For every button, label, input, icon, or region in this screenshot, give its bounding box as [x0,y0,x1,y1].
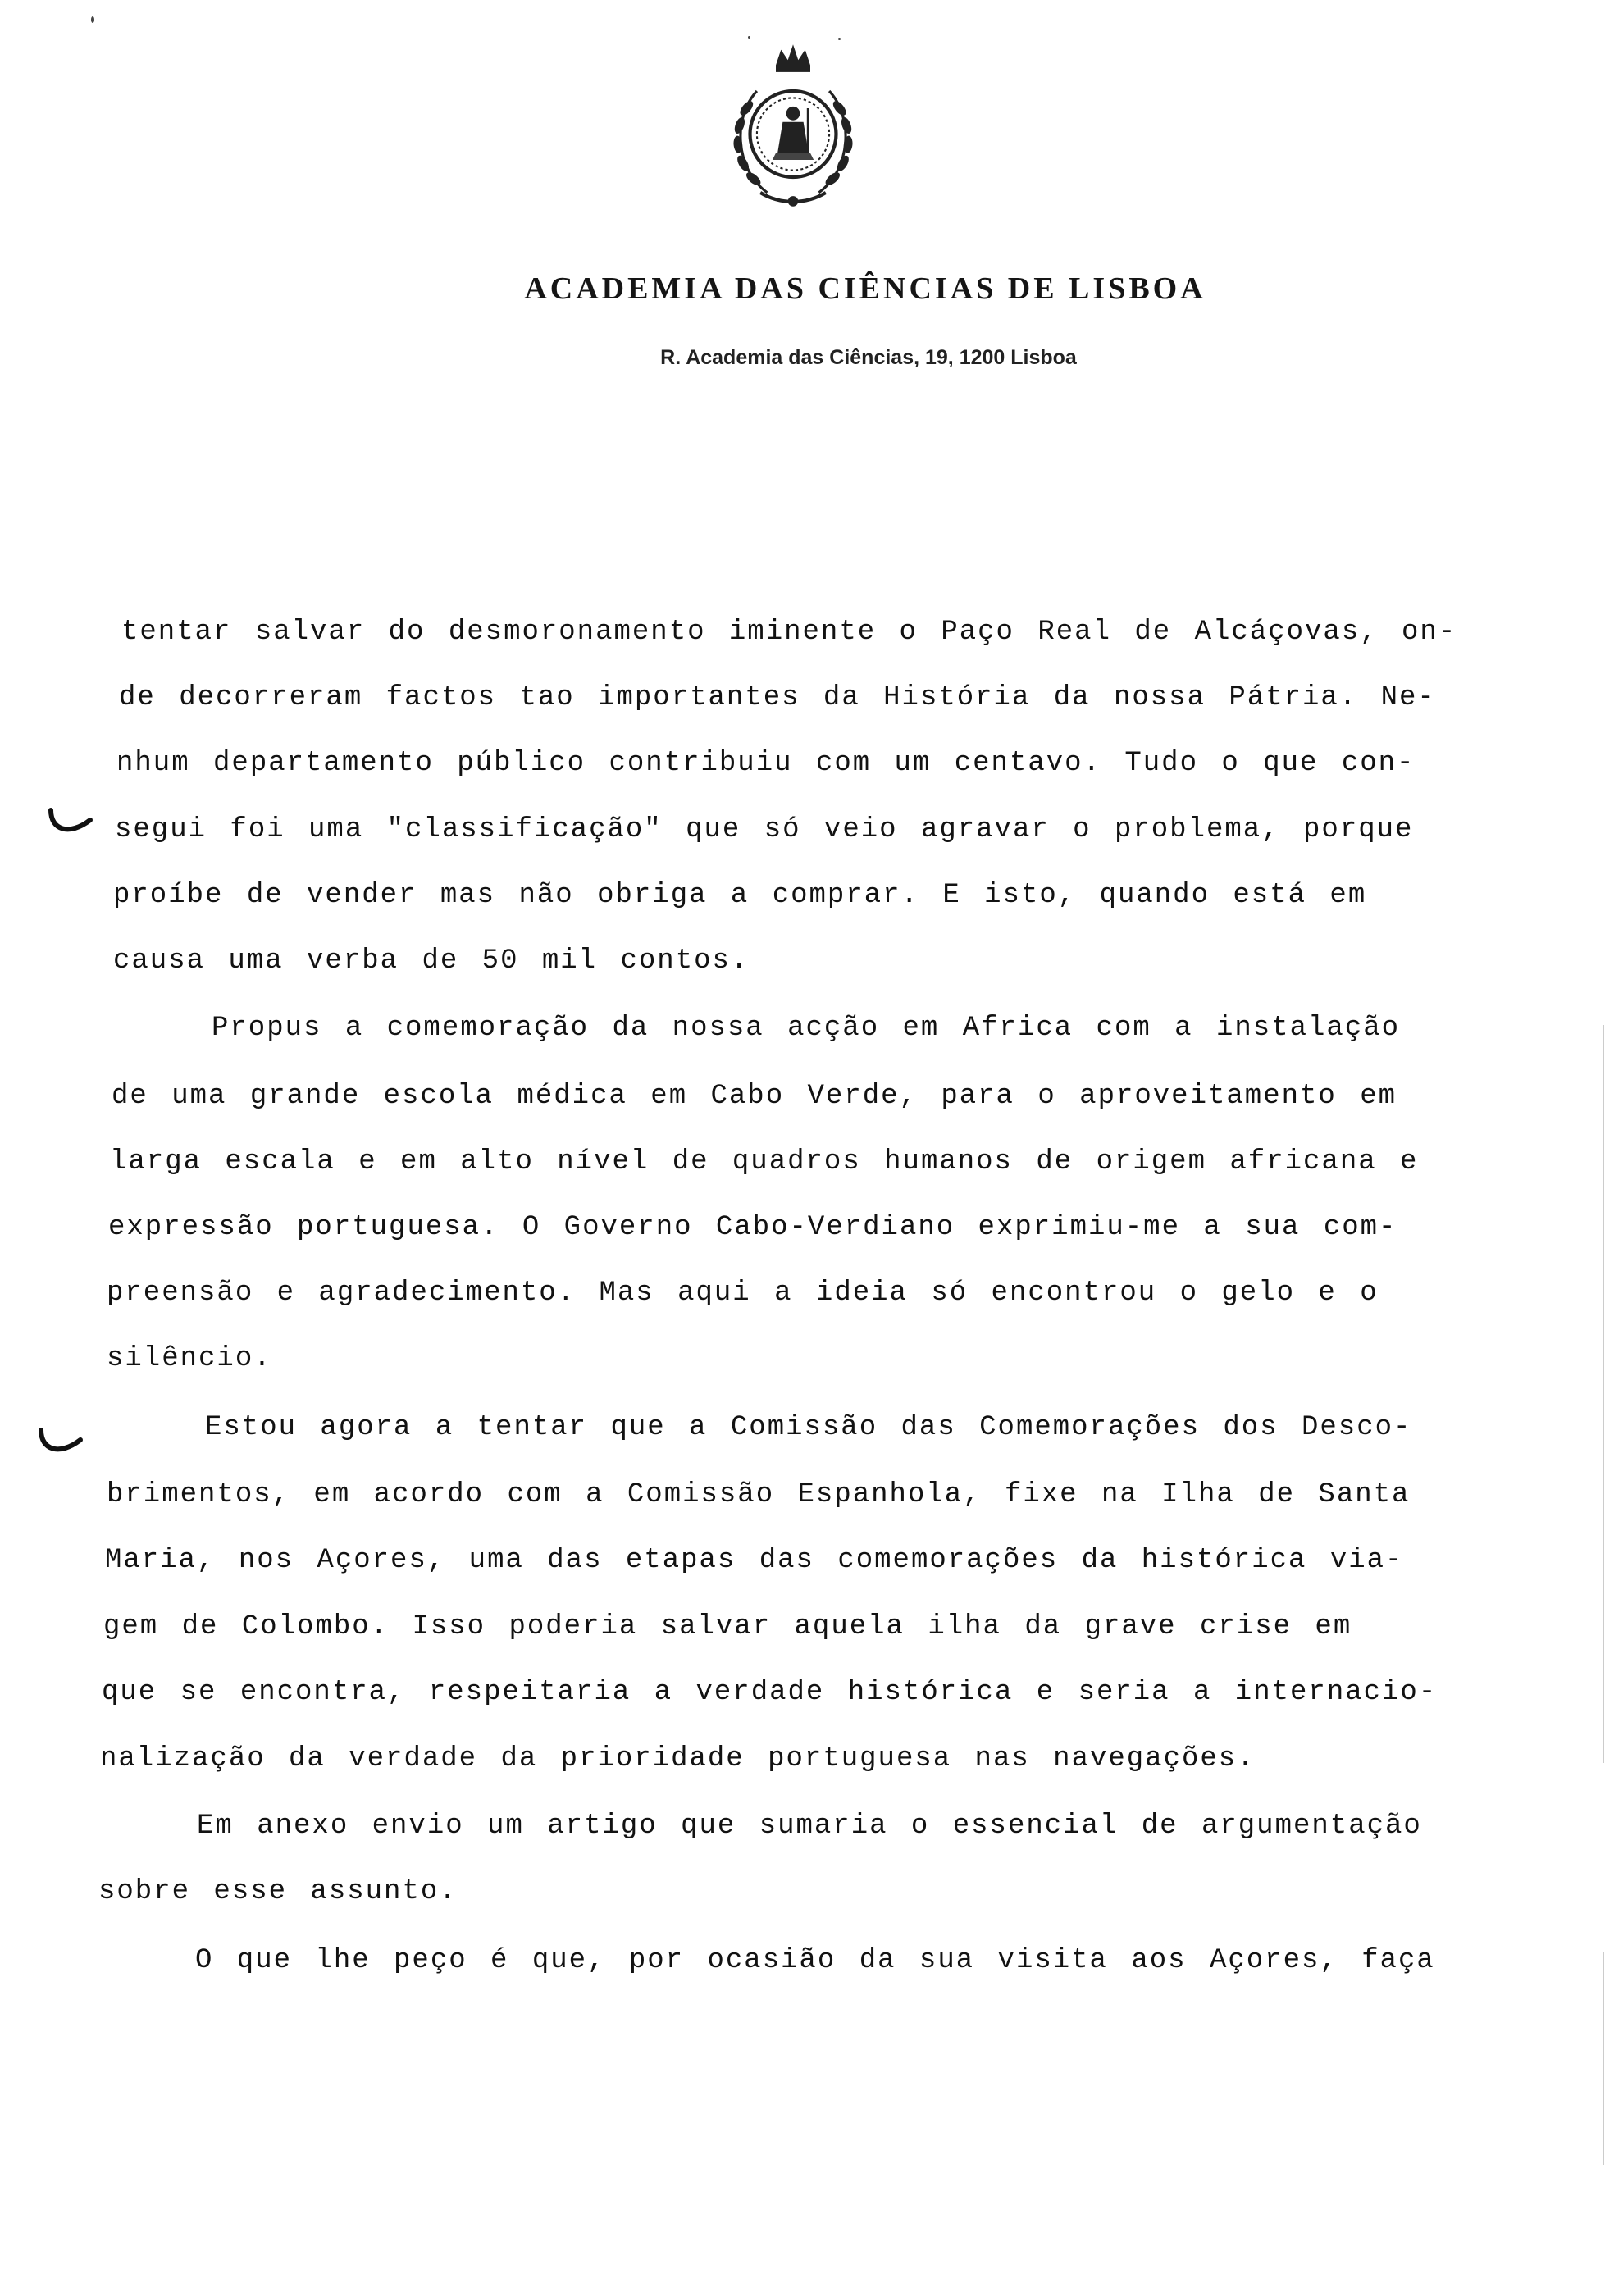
body-line: gem de Colombo. Isso poderia salvar aquela ilha da grave crise em [103,1611,1352,1642]
scan-edge-line [1603,1952,1604,2165]
body-line: Propus a comemoração da nossa acção em Africa com a instalação [212,1013,1401,1044]
body-line: proíbe de vender mas não obriga a comprar. E isto, quando está em [113,880,1367,911]
body-line: segui foi uma "classificação" que só veio agravar o problema, porque [115,814,1414,845]
body-line: expressão portuguesa. O Governo Cabo-Verdiano exprimiu-me a sua com- [108,1212,1397,1243]
body-line: Estou agora a tentar que a Comissão das Comemorações dos Desco- [205,1412,1412,1443]
body-line: preensão e agradecimento. Mas aqui a ideia só encontrou o gelo e o [107,1278,1379,1309]
scan-speck [748,36,750,39]
scan-edge-line [1603,1025,1604,1763]
scan-speck [91,16,94,23]
body-line: tentar salvar do desmoronamento iminente o Paço Real de Alcáçovas, on- [121,617,1457,648]
body-line: nalização da verdade da prioridade portuguesa nas navegações. [100,1743,1256,1774]
academy-address: R. Academia das Ciências, 19, 1200 Lisboa [660,346,1077,369]
margin-check-mark-icon [36,1425,85,1458]
body-line: silêncio. [107,1343,272,1374]
body-line: O que lhe peço é que, por ocasião da sua visita aos Açores, faça [195,1945,1435,1976]
body-line: sobre esse assunto. [98,1876,458,1907]
academy-seal-icon [707,39,879,212]
body-line: brimentos, em acordo com a Comissão Espanhola, fixe na Ilha de Santa [107,1479,1411,1510]
scan-speck [838,38,841,40]
body-line: Maria, nos Açores, uma das etapas das comemorações da histórica via- [105,1545,1404,1576]
body-line: causa uma verba de 50 mil contos. [113,945,750,977]
body-line: de decorreram factos tao importantes da História da nossa Pátria. Ne- [119,682,1436,713]
academy-name: ACADEMIA DAS CIÊNCIAS DE LISBOA [524,271,1206,306]
body-line: larga escala e em alto nível de quadros humanos de origem africana e [110,1146,1419,1178]
body-line: que se encontra, respeitaria a verdade histórica e seria a internacio- [102,1677,1438,1708]
body-line: Em anexo envio um artigo que sumaria o essencial de argumentação [197,1811,1422,1842]
body-line: nhum departamento público contribuiu com um centavo. Tudo o que con- [116,748,1416,779]
margin-check-mark-icon [46,805,95,838]
body-line: de uma grande escola médica em Cabo Verde, para o aproveitamento em [112,1081,1397,1112]
